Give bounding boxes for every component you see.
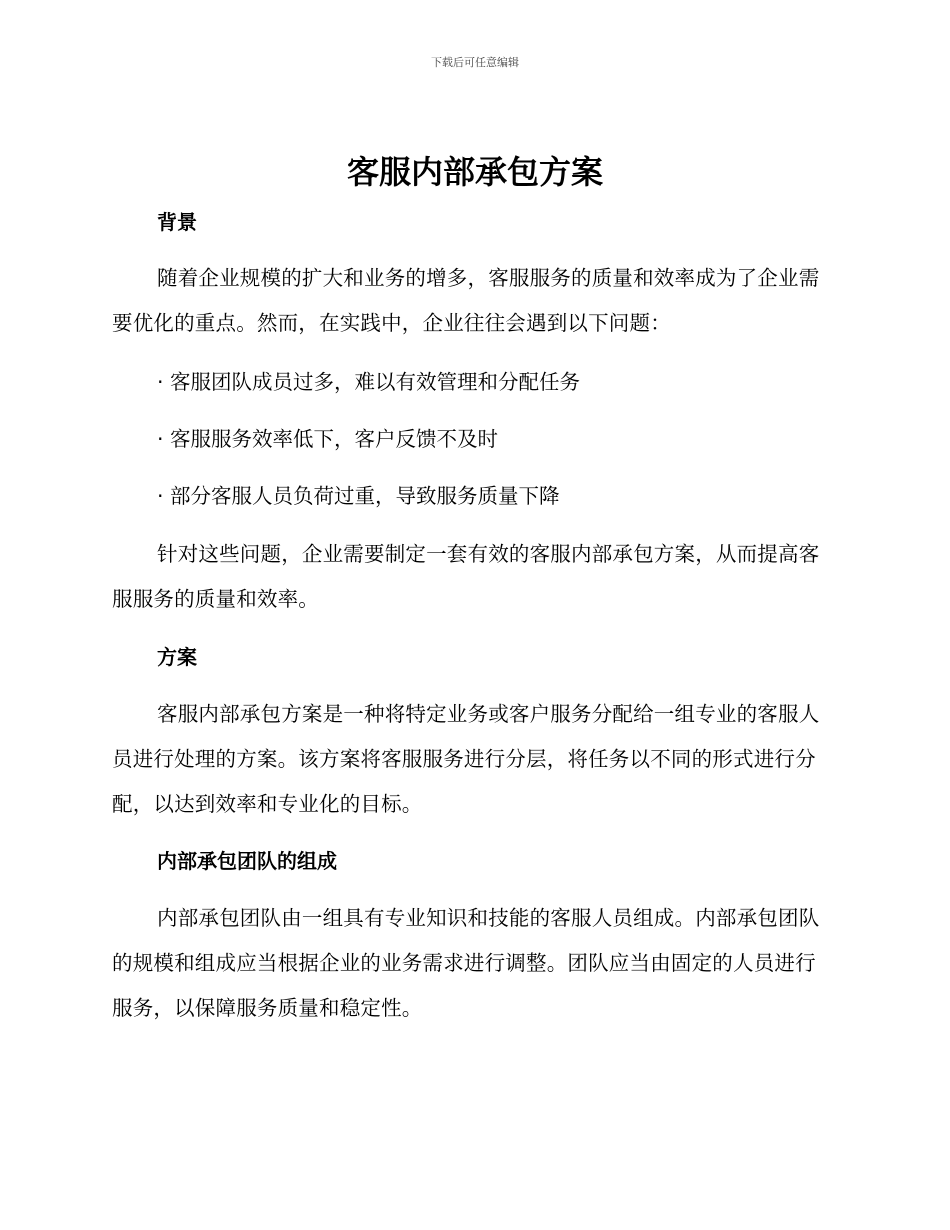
- background-conclusion-paragraph: 针对这些问题，企业需要制定一套有效的客服内部承包方案，从而提高客服服务的质量和效率。: [112, 542, 820, 611]
- bullet-item: · 客服团队成员过多，难以有效管理和分配任务: [157, 370, 581, 394]
- background-intro-paragraph: 随着企业规模的扩大和业务的增多，客服服务的质量和效率成为了企业需要优化的重点。然而，在实践中，企业往往会遇到以下问题：: [112, 266, 820, 335]
- bullet-item: · 部分客服人员负荷过重，导致服务质量下降: [157, 484, 560, 508]
- section-heading-background: 背景: [157, 210, 197, 234]
- document-title: 客服内部承包方案: [346, 153, 603, 191]
- plan-paragraph: 客服内部承包方案是一种将特定业务或客户服务分配给一组专业的客服人员进行处理的方案。该方案将客服服务进行分层，将任务以不同的形式进行分配，以达到效率和专业化的目标。: [112, 702, 820, 816]
- section-heading-plan: 方案: [157, 645, 197, 669]
- page-header-note: 下载后可任意编辑: [431, 56, 519, 69]
- bullet-item: · 客服服务效率低下，客户反馈不及时: [157, 427, 499, 451]
- section-heading-team: 内部承包团队的组成: [157, 849, 337, 873]
- team-paragraph: 内部承包团队由一组具有专业知识和技能的客服人员组成。内部承包团队的规模和组成应当根据企业的业务需求进行调整。团队应当由固定的人员进行服务，以保障服务质量和稳定性。: [112, 906, 820, 1020]
